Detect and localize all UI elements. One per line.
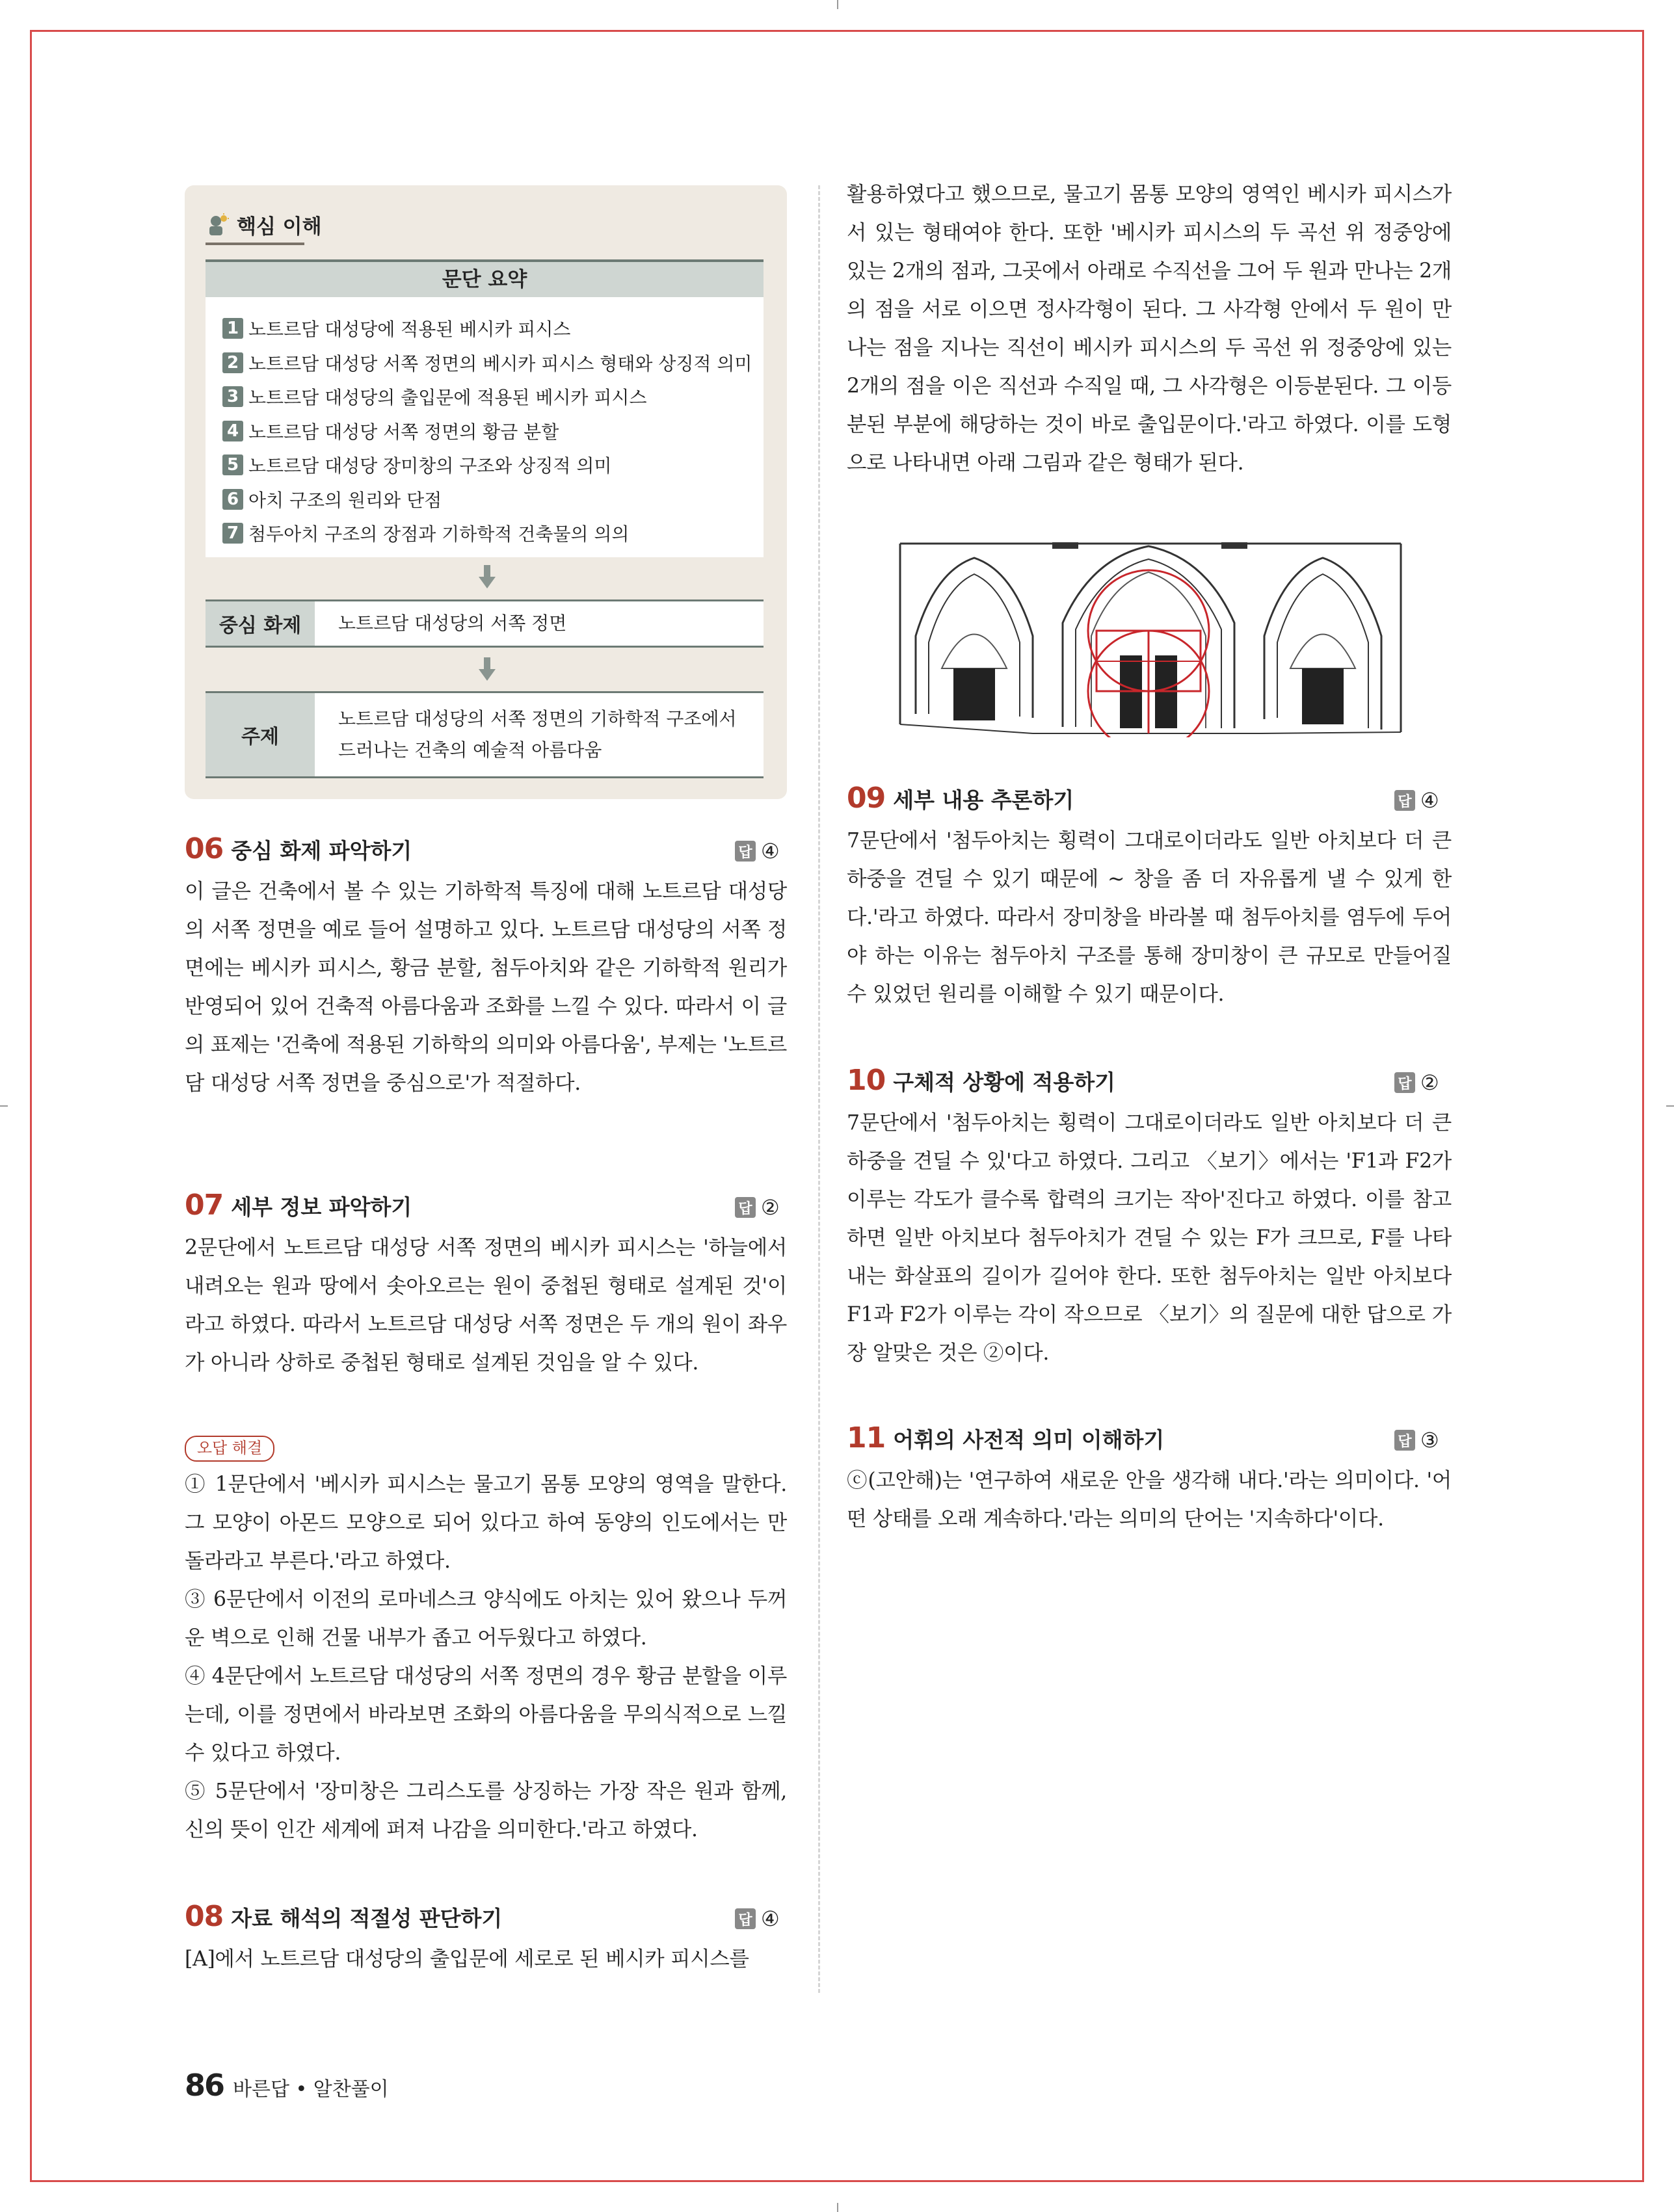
cathedral-portal-illustration (896, 538, 1405, 737)
section-06-header (185, 832, 412, 865)
section-06-body (185, 873, 787, 1103)
summary-item-text: 아치 구조의 원리와 단점 (248, 489, 442, 511)
key-box-header (206, 210, 322, 239)
section-10-body (847, 1104, 1452, 1373)
central-topic-label: 중심 화제 (206, 601, 315, 646)
central-topic-value: 노트르담 대성당의 서쪽 정면 (338, 612, 567, 634)
paragraph: 2문단에서 노트르담 대성당 서쪽 정면의 베시카 피시스는 '하늘에서 내려오는 원과 땅에서 솟아오르는 원이 중첩된 형태로 설계된 것'이라고 하였다. 따라서 노트르담 대성당 서쪽 정면은 두 개의 원이 좌우가 아니라 상하로 중첩된 형태로 설계된 것임을 알 수 있다. (185, 1236, 787, 1375)
summary-item-text: 첨두아치 구조의 장점과 기하학적 건축물의 의의 (248, 523, 630, 546)
title-underline (206, 243, 304, 245)
answer-08 (735, 1906, 780, 1931)
section-11-header (847, 1421, 1164, 1455)
summary-list (206, 297, 764, 551)
down-arrow-icon (479, 565, 496, 590)
crop-mark (837, 0, 838, 9)
summary-item-text: 노트르담 대성당의 출입문에 적용된 베시카 피시스 (248, 387, 647, 409)
answer-badge: 답 (1394, 1430, 1415, 1451)
answer-06 (735, 839, 780, 863)
summary-item (222, 311, 764, 346)
theme-label: 주제 (206, 693, 315, 776)
wrong-answer-item: ⑤ 5문단에서 '장미창은 그리스도를 상징하는 가장 작은 원과 함께, 신의 뜻이 인간 세계에 퍼져 나감을 의미한다.'라고 하였다. (185, 1780, 787, 1841)
summary-item-text: 노트르담 대성당 서쪽 정면의 베시카 피시스 형태와 상징적 의미 (248, 352, 752, 375)
crop-mark (1666, 1105, 1674, 1107)
summary-title: 문단 요약 (206, 262, 764, 297)
theme-value: 노트르담 대성당의 서쪽 정면의 기하학적 구조에서 드러나는 건축의 예술적 아름다움 (338, 708, 737, 761)
answer-value: ④ (761, 839, 780, 863)
summary-item (222, 380, 764, 414)
central-topic-row (206, 599, 764, 648)
wrong-answer-list (185, 1466, 787, 1849)
section-title: 세부 정보 파악하기 (231, 1194, 412, 1220)
summary-item (222, 414, 764, 449)
section-number: 10 (847, 1064, 886, 1097)
paragraph: 이 글은 건축에서 볼 수 있는 기하학적 특징에 대해 노트르담 대성당의 서쪽 정면을 예로 들어 설명하고 있다. 노트르담 대성당의 서쪽 정면에는 베시카 피시스, 황금 분할, 첨두아치와 같은 기하학적 원리가 반영되어 있어 건축적 아름다움과 조화를 느낄 수 있다. 따라서 이 글의 표제는 '건축에 적용된 기하학의 의미와 아름다움', 부제는 '노트르담 대성당 서쪽 정면을 중심으로'가 적절하다. (185, 880, 787, 1095)
paragraph: ⓒ(고안해)는 '연구하여 새로운 안을 생각해 내다.'라는 의미이다. '어떤 상태를 오래 계속하다.'라는 의미의 단어는 '지속하다'이다. (847, 1469, 1452, 1531)
summary-item-text: 노트르담 대성당 서쪽 정면의 황금 분할 (248, 421, 559, 443)
key-understanding-box (185, 185, 787, 799)
section-07-body (185, 1229, 787, 1382)
summary-item-text: 노트르담 대성당 장미창의 구조와 상징적 의미 (248, 455, 612, 477)
paragraph: 활용하였다고 했으므로, 물고기 몸통 모양의 영역인 베시카 피시스가 서 있는 형태여야 한다. 또한 '베시카 피시스의 두 곡선 위 정중앙에 있는 2개의 점과, 그곳에서 아래로 수직선을 그어 두 원과 만나는 2개의 점을 서로 이으면 정사각형이 된다. 그 사각형 안에서 두 원이 만나는 점을 지나는 직선이 베시카 피시스의 두 곡선 위 정중앙에 있는 2개의 점을 이은 직선과 수직일 때, 그 사각형은 이등분된다. 그 이등분된 부분에 해당하는 것이 바로 출입문이다.'라고 하였다. 이를 도형으로 나타내면 아래 그림과 같은 형태가 된다. (847, 183, 1452, 475)
summary-item (222, 448, 764, 482)
answer-badge: 답 (1394, 790, 1415, 811)
answer-badge: 답 (735, 1908, 756, 1929)
summary-item-text: 노트르담 대성당에 적용된 베시카 피시스 (248, 319, 571, 341)
answer-07 (735, 1195, 780, 1220)
answer-badge: 답 (735, 1197, 756, 1218)
section-08-body-left (185, 1940, 787, 1979)
answer-value: ② (761, 1195, 780, 1220)
page-number: 86 (185, 2068, 224, 2103)
summary-item-number: 5 (222, 454, 243, 475)
section-number: 06 (185, 832, 224, 865)
summary-item-number: 3 (222, 386, 243, 407)
down-arrow-icon (479, 657, 496, 682)
crop-mark (0, 1105, 8, 1107)
section-title: 세부 내용 추론하기 (893, 787, 1074, 813)
section-08-body-right (847, 176, 1452, 482)
answer-value: ③ (1420, 1428, 1439, 1453)
section-11-body (847, 1462, 1452, 1538)
paragraph: 7문단에서 '첨두아치는 횡력이 그대로이더라도 일반 아치보다 더 큰 하중을 견딜 수 있기 때문에 ~ 창을 좀 더 자유롭게 낼 수 있게 한다.'라고 하였다. 따라서 장미창을 바라볼 때 첨두아치를 염두에 두어야 하는 이유는 첨두아치 구조를 통해 장미창이 큰 규모로 만들어질 수 있었던 원리를 이해할 수 있기 때문이다. (847, 829, 1452, 1006)
section-09-header (847, 782, 1074, 815)
answer-badge: 답 (1394, 1072, 1415, 1093)
lightbulb-person-icon (206, 213, 229, 237)
section-07-header (185, 1189, 412, 1222)
section-title: 구체적 상황에 적용하기 (893, 1070, 1115, 1095)
summary-item-number: 7 (222, 523, 243, 544)
paragraph-summary (206, 259, 764, 557)
answer-09 (1394, 788, 1439, 813)
paragraph: 7문단에서 '첨두아치는 횡력이 그대로이더라도 일반 아치보다 더 큰 하중을 견딜 수 있'다고 하였다. 그리고 〈보기〉에서는 'F1과 F2가 이루는 각도가 클수록 합력의 크기는 작아'진다고 하였다. 이를 참고하면 일반 아치보다 첨두아치가 견딜 수 있는 F가 크므로, F를 나타내는 화살표의 길이가 길어야 한다. 또한 첨두아치는 일반 아치보다 F1과 F2가 이루는 각이 작으므로 〈보기〉의 질문에 대한 답으로 가장 알맞은 것은 ②이다. (847, 1111, 1452, 1365)
summary-item-number: 4 (222, 421, 243, 441)
wrong-answer-item: ④ 4문단에서 노트르담 대성당의 서쪽 정면의 경우 황금 분할을 이루는데, 이를 정면에서 바라보면 조화의 아름다움을 무의식적으로 느낄 수 있다고 하였다. (185, 1665, 787, 1765)
section-title: 자료 해석의 적절성 판단하기 (231, 1906, 503, 1931)
summary-item (222, 482, 764, 517)
summary-item-number: 2 (222, 352, 243, 373)
answer-value: ④ (1420, 788, 1439, 813)
wrong-answer-badge: 오답 해결 (185, 1436, 274, 1462)
section-title: 어휘의 사전적 의미 이해하기 (893, 1427, 1165, 1453)
paragraph: [A]에서 노트르담 대성당의 출입문에 세로로 된 베시카 피시스를 (185, 1947, 749, 1971)
section-number: 11 (847, 1421, 886, 1455)
answer-badge: 답 (735, 841, 756, 862)
page-footer (185, 2068, 389, 2103)
summary-item-number: 1 (222, 318, 243, 339)
summary-item (222, 516, 764, 551)
crop-mark (837, 2203, 838, 2212)
answer-10 (1394, 1070, 1439, 1095)
theme-row (206, 691, 764, 778)
summary-item (222, 346, 764, 380)
summary-item-number: 6 (222, 489, 243, 510)
answer-11 (1394, 1428, 1439, 1453)
key-box-title: 핵심 이해 (237, 215, 322, 239)
section-number: 09 (847, 782, 886, 815)
answer-value: ② (1420, 1070, 1439, 1095)
section-number: 08 (185, 1900, 224, 1933)
wrong-answer-item: ③ 6문단에서 이전의 로마네스크 양식에도 아치는 있어 왔으나 두꺼운 벽으로 인해 건물 내부가 좁고 어두웠다고 하였다. (185, 1588, 787, 1650)
section-title: 중심 화제 파악하기 (231, 838, 412, 863)
column-divider (818, 185, 820, 1993)
answer-value: ④ (761, 1906, 780, 1931)
footer-label: 바른답 • 알찬풀이 (233, 2078, 389, 2101)
section-number: 07 (185, 1189, 224, 1222)
section-09-body (847, 822, 1452, 1014)
section-08-header (185, 1900, 502, 1933)
section-10-header (847, 1064, 1115, 1097)
wrong-answer-item: ① 1문단에서 '베시카 피시스는 물고기 몸통 모양의 영역을 말한다. 그 모양이 아몬드 모양으로 되어 있다고 하여 동양의 인도에서는 만돌라라고 부른다.'라고 하였다. (185, 1473, 787, 1573)
